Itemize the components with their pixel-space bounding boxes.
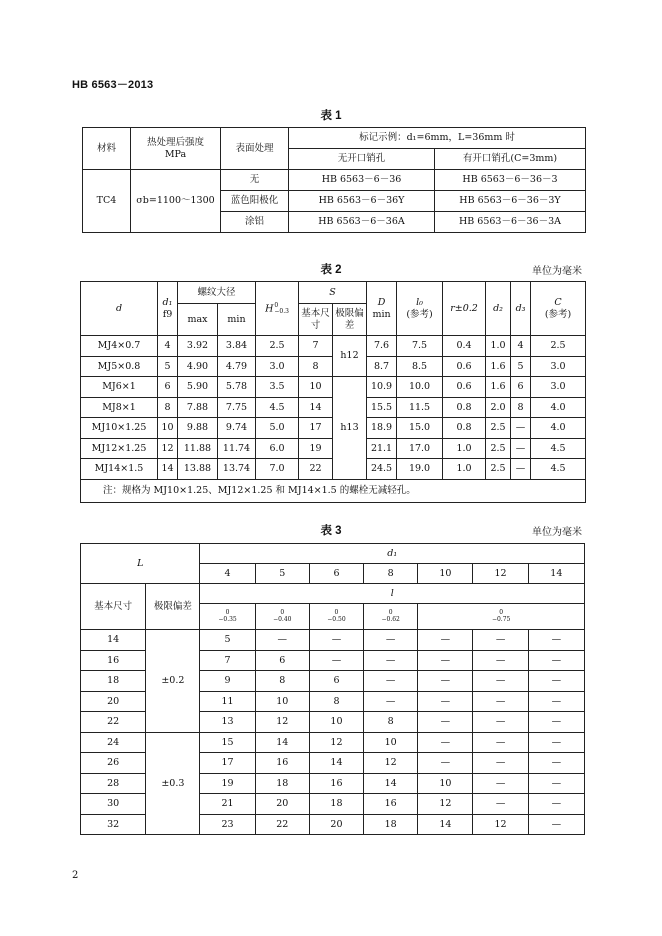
table2-cell-d: MJ10×1.25: [81, 418, 158, 439]
table2-h-min: min: [218, 304, 256, 336]
table2-h-d3: d₃: [511, 282, 531, 336]
table3-cell-l: 17: [200, 753, 255, 774]
table1-h-strength-unit: MPa: [164, 148, 187, 160]
table2-h-d1: [158, 282, 178, 336]
table1-h-strength: [131, 128, 221, 170]
table3-cell-l: 10: [309, 712, 363, 733]
table3-cell-l: —: [528, 691, 584, 712]
table2-cell-r: 0.6: [443, 356, 486, 377]
table3-tol-lower: −0.50: [327, 615, 346, 623]
table3-unit: 单位为毫米: [532, 527, 582, 538]
table1-material: TC4: [83, 170, 131, 233]
table3-cell-l: 6: [255, 650, 309, 671]
table2-cell-S: 19: [299, 438, 333, 459]
table2-cell-S: 10: [299, 377, 333, 398]
table2-h-S-basic: 基本尺寸: [299, 304, 333, 336]
table2-cell-D: 10.9: [367, 377, 397, 398]
table3-cell-l: —: [309, 630, 363, 651]
table3-cell-l: —: [364, 650, 418, 671]
page-number: 2: [72, 870, 79, 881]
table1-h-no-hole: 无开口销孔: [289, 149, 435, 170]
table3-cell-L: 32: [81, 814, 146, 835]
table2-h-l0-sym: l₀: [416, 297, 423, 309]
table3-h-l: l: [200, 584, 585, 604]
table2-cell-r: 0.6: [443, 377, 486, 398]
table3-cell-l: —: [418, 671, 473, 692]
table3-h-basic: 基本尺寸: [81, 584, 146, 630]
table3-cell-l: 18: [364, 814, 418, 835]
table2-cell-C: 3.0: [531, 356, 586, 377]
table3-cell-l: —: [418, 753, 473, 774]
table3-h-L: L: [81, 544, 200, 584]
table3-cell-l: —: [255, 630, 309, 651]
table2-cell-S: 7: [299, 336, 333, 357]
table3-cell-l: —: [473, 691, 528, 712]
table2-cell-d1: 12: [158, 438, 178, 459]
table2-cell-H: 3.0: [256, 356, 299, 377]
document-header: HB 6563－2013: [72, 79, 154, 91]
table3-cell-l: —: [528, 753, 584, 774]
table2-cell-d: MJ12×1.25: [81, 438, 158, 459]
table2-cell-d1: 6: [158, 377, 178, 398]
table2-cell-min: 4.79: [218, 356, 256, 377]
table2-cell-D: 18.9: [367, 418, 397, 439]
table3-caption: 表 3: [320, 525, 342, 537]
table1-h-with-hole: 有开口销孔(C=3mm): [435, 149, 586, 170]
table2-cell-d: MJ8×1: [81, 397, 158, 418]
table2-cell-D: 15.5: [367, 397, 397, 418]
table2-cell-d2: 1.6: [486, 356, 511, 377]
table2-h-l0: [397, 282, 443, 336]
table2-cell-min: 11.74: [218, 438, 256, 459]
table3-cell-L: 24: [81, 732, 146, 753]
table3-tol-lower: −0.35: [218, 615, 237, 623]
table3-cell-l: 23: [200, 814, 255, 835]
table3-tolerance: [364, 604, 418, 630]
table3-cell-l: —: [528, 630, 584, 651]
table2-cell-S: 17: [299, 418, 333, 439]
table2-cell-max: 7.88: [178, 397, 218, 418]
table2-h-H-upper: 0: [274, 301, 279, 309]
table2-h-d1-tol: f9: [162, 308, 173, 320]
table2-cell-l0: 10.0: [397, 377, 443, 398]
table1-no-hole: HB 6563－6－36A: [289, 212, 435, 233]
table2-cell-C: 4.5: [531, 459, 586, 480]
table2-row: [81, 377, 586, 398]
table3-cell-l: —: [364, 671, 418, 692]
table3-cell-l: —: [528, 732, 584, 753]
table3-cell-l: —: [473, 630, 528, 651]
table1-no-hole: HB 6563－6－36: [289, 170, 435, 191]
table2-cell-d2: 2.5: [486, 418, 511, 439]
table2-h-H-sym: H: [265, 303, 274, 314]
table1-surface: 蓝色阳极化: [221, 191, 289, 212]
table3: [80, 543, 585, 835]
table2-cell-max: 11.88: [178, 438, 218, 459]
table3-tol-upper: 0: [334, 608, 339, 616]
table3-cell-l: 12: [364, 753, 418, 774]
table2-cell-r: 0.8: [443, 397, 486, 418]
table3-cell-l: 18: [309, 794, 363, 815]
table3-cell-l: 20: [255, 794, 309, 815]
table2-cell-H: 7.0: [256, 459, 299, 480]
table3-cell-l: 10: [255, 691, 309, 712]
table2-cell-r: 0.8: [443, 418, 486, 439]
table3-d1-value: 14: [528, 564, 584, 584]
table3-cell-l: —: [418, 650, 473, 671]
table3-cell-l: 16: [364, 794, 418, 815]
table2-tol-h12: h12: [333, 336, 367, 377]
table2-h-H-lower: −0.3: [274, 307, 289, 315]
table2-cell-min: 13.74: [218, 459, 256, 480]
table2-h-C-sym: C: [554, 297, 562, 309]
table3-cell-l: —: [364, 630, 418, 651]
table2-h-r: r±0.2: [443, 282, 486, 336]
table2-cell-max: 9.88: [178, 418, 218, 439]
table3-cell-L: 26: [81, 753, 146, 774]
table3-row: [81, 732, 585, 753]
table1-surface: 无: [221, 170, 289, 191]
table3-cell-l: —: [528, 671, 584, 692]
table3-cell-l: 20: [309, 814, 363, 835]
table3-cell-l: 21: [200, 794, 255, 815]
table2-cell-D: 24.5: [367, 459, 397, 480]
table3-cell-L: 16: [81, 650, 146, 671]
table2-cell-d3: 4: [511, 336, 531, 357]
table3-cell-l: 14: [255, 732, 309, 753]
table3-cell-l: 12: [255, 712, 309, 733]
table3-limit-group2: ±0.3: [146, 732, 200, 835]
table2-cell-d: MJ4×0.7: [81, 336, 158, 357]
table3-cell-l: —: [528, 794, 584, 815]
table2-cell-d1: 10: [158, 418, 178, 439]
table2-cell-l0: 11.5: [397, 397, 443, 418]
table2-cell-d3: —: [511, 459, 531, 480]
table2-h-D-min: min: [372, 308, 391, 320]
table3-cell-l: 16: [309, 773, 363, 794]
table3-cell-l: —: [528, 650, 584, 671]
table3-d1-value: 10: [418, 564, 473, 584]
table2: [80, 281, 586, 503]
table3-cell-l: 22: [255, 814, 309, 835]
table3-cell-l: —: [364, 691, 418, 712]
table2-cell-d3: 5: [511, 356, 531, 377]
table3-h-limit: 极限偏差: [146, 584, 200, 630]
table2-cell-d2: 2.0: [486, 397, 511, 418]
table2-cell-d3: —: [511, 418, 531, 439]
table3-cell-l: 15: [200, 732, 255, 753]
table2-cell-D: 8.7: [367, 356, 397, 377]
table3-d1-value: 4: [200, 564, 255, 584]
table2-cell-max: 5.90: [178, 377, 218, 398]
table2-cell-d3: 8: [511, 397, 531, 418]
table2-cell-max: 3.92: [178, 336, 218, 357]
table3-tolerance: [418, 604, 585, 630]
table1-h-strength-text: 热处理后强度: [146, 137, 204, 149]
table2-cell-S: 14: [299, 397, 333, 418]
table3-cell-L: 14: [81, 630, 146, 651]
table3-d1-value: 12: [473, 564, 528, 584]
table2-cell-l0: 15.0: [397, 418, 443, 439]
table2-cell-S: 8: [299, 356, 333, 377]
table3-cell-L: 30: [81, 794, 146, 815]
table1-with-hole: HB 6563－6－36－3Y: [435, 191, 586, 212]
table2-cell-d1: 14: [158, 459, 178, 480]
table2-cell-r: 0.4: [443, 336, 486, 357]
table3-cell-l: —: [418, 691, 473, 712]
table2-cell-C: 3.0: [531, 377, 586, 398]
table3-tol-upper: 0: [225, 608, 230, 616]
table2-cell-min: 3.84: [218, 336, 256, 357]
table2-h-thread-dia: 螺纹大径: [178, 282, 256, 304]
table2-cell-max: 4.90: [178, 356, 218, 377]
table3-d1-value: 6: [309, 564, 363, 584]
table2-h-l0-ref: (参考): [406, 308, 433, 320]
table2-cell-H: 2.5: [256, 336, 299, 357]
table3-row: [81, 630, 585, 651]
table3-cell-l: 19: [200, 773, 255, 794]
table2-cell-d2: 2.5: [486, 459, 511, 480]
table2-cell-d1: 4: [158, 336, 178, 357]
table3-cell-l: 14: [418, 814, 473, 835]
table2-h-C-ref: (参考): [544, 308, 572, 320]
table2-cell-d2: 1.0: [486, 336, 511, 357]
table2-cell-r: 1.0: [443, 438, 486, 459]
table1-with-hole: HB 6563－6－36－3A: [435, 212, 586, 233]
table2-cell-D: 7.6: [367, 336, 397, 357]
table3-d1-value: 5: [255, 564, 309, 584]
table1-with-hole: HB 6563－6－36－3: [435, 170, 586, 191]
table2-unit: 单位为毫米: [532, 266, 582, 277]
table3-cell-l: 5: [200, 630, 255, 651]
table3-d1-value: 8: [364, 564, 418, 584]
table3-tolerance: [200, 604, 255, 630]
table3-cell-l: 12: [309, 732, 363, 753]
table3-cell-l: 7: [200, 650, 255, 671]
table2-cell-C: 4.0: [531, 397, 586, 418]
table2-cell-d: MJ6×1: [81, 377, 158, 398]
table3-cell-l: —: [473, 794, 528, 815]
table3-cell-l: 10: [418, 773, 473, 794]
table1-h-mark-example: 标记示例：d₁=6mm，L=36mm 时: [289, 128, 586, 149]
table3-tolerance: [309, 604, 363, 630]
table3-cell-l: —: [309, 650, 363, 671]
table3-cell-l: —: [528, 814, 584, 835]
table2-cell-min: 7.75: [218, 397, 256, 418]
table2-cell-d1: 8: [158, 397, 178, 418]
table3-cell-l: —: [473, 671, 528, 692]
table2-caption: 表 2: [320, 264, 342, 276]
table3-cell-l: 6: [309, 671, 363, 692]
table2-cell-l0: 8.5: [397, 356, 443, 377]
table2-h-d: d: [81, 282, 158, 336]
table2-cell-d3: 6: [511, 377, 531, 398]
table3-tol-upper: 0: [280, 608, 285, 616]
table2-tol-h13: h13: [333, 377, 367, 480]
table2-cell-H: 6.0: [256, 438, 299, 459]
table3-cell-l: 14: [364, 773, 418, 794]
table3-tolerance: [255, 604, 309, 630]
table2-cell-l0: 19.0: [397, 459, 443, 480]
table3-tol-lower: −0.40: [273, 615, 292, 623]
table3-cell-l: —: [473, 712, 528, 733]
table2-cell-d1: 5: [158, 356, 178, 377]
table1-surface: 涂铝: [221, 212, 289, 233]
table2-h-d1-sym: d₁: [162, 297, 173, 309]
table3-limit-group1: ±0.2: [146, 630, 200, 733]
table3-cell-L: 22: [81, 712, 146, 733]
table2-cell-d2: 1.6: [486, 377, 511, 398]
table2-cell-D: 21.1: [367, 438, 397, 459]
table3-cell-l: 13: [200, 712, 255, 733]
table2-cell-H: 3.5: [256, 377, 299, 398]
table2-cell-C: 2.5: [531, 336, 586, 357]
table3-cell-l: 8: [255, 671, 309, 692]
table3-cell-l: —: [528, 712, 584, 733]
table3-tol-lower: −0.75: [491, 615, 511, 623]
table3-cell-L: 20: [81, 691, 146, 712]
table3-h-d1: d₁: [200, 544, 585, 564]
table2-row: [81, 336, 586, 357]
table3-cell-l: —: [418, 630, 473, 651]
table2-cell-H: 4.5: [256, 397, 299, 418]
table3-cell-l: —: [473, 753, 528, 774]
table2-h-d2: d₂: [486, 282, 511, 336]
table2-cell-H: 5.0: [256, 418, 299, 439]
table3-cell-l: 11: [200, 691, 255, 712]
table2-cell-min: 9.74: [218, 418, 256, 439]
table2-h-max: max: [178, 304, 218, 336]
table2-h-H: [256, 282, 299, 336]
table3-cell-L: 28: [81, 773, 146, 794]
table3-cell-l: —: [473, 773, 528, 794]
table3-cell-l: —: [418, 712, 473, 733]
table1: [82, 127, 586, 233]
table2-cell-r: 1.0: [443, 459, 486, 480]
table2-cell-d: MJ5×0.8: [81, 356, 158, 377]
table3-tol-upper: 0: [388, 608, 393, 616]
table3-cell-L: 18: [81, 671, 146, 692]
table2-cell-d: MJ14×1.5: [81, 459, 158, 480]
table3-cell-l: 12: [418, 794, 473, 815]
table2-cell-max: 13.88: [178, 459, 218, 480]
table2-h-C: [531, 282, 586, 336]
table3-cell-l: 9: [200, 671, 255, 692]
table2-h-D: [367, 282, 397, 336]
table1-h-surface: 表面处理: [221, 128, 289, 170]
table3-cell-l: —: [418, 732, 473, 753]
table3-cell-l: —: [473, 732, 528, 753]
table3-cell-l: 12: [473, 814, 528, 835]
table3-tol-lower: −0.62: [381, 615, 400, 623]
table1-no-hole: HB 6563－6－36Y: [289, 191, 435, 212]
table1-caption: 表 1: [320, 110, 342, 122]
table1-h-material: 材料: [83, 128, 131, 170]
table2-cell-d2: 2.5: [486, 438, 511, 459]
table2-cell-C: 4.0: [531, 418, 586, 439]
table2-cell-C: 4.5: [531, 438, 586, 459]
table3-cell-l: 14: [309, 753, 363, 774]
table3-cell-l: 18: [255, 773, 309, 794]
table2-h-D-sym: D: [377, 297, 386, 309]
table2-cell-l0: 17.0: [397, 438, 443, 459]
table3-tol-upper: 0: [499, 608, 504, 616]
table2-cell-S: 22: [299, 459, 333, 480]
table2-cell-d3: —: [511, 438, 531, 459]
table1-strength: σb=1100～1300: [131, 170, 221, 233]
table3-cell-l: 10: [364, 732, 418, 753]
table3-cell-l: —: [473, 650, 528, 671]
table2-h-S: S: [299, 282, 367, 304]
table3-cell-l: 8: [364, 712, 418, 733]
table3-cell-l: 8: [309, 691, 363, 712]
table2-h-S-limit: 极限偏差: [333, 304, 367, 336]
table3-cell-l: 16: [255, 753, 309, 774]
table2-cell-l0: 7.5: [397, 336, 443, 357]
table2-cell-min: 5.78: [218, 377, 256, 398]
table3-cell-l: —: [528, 773, 584, 794]
table2-note: 注：规格为 MJ10×1.25、MJ12×1.25 和 MJ14×1.5 的螺栓无减轻孔。: [81, 479, 586, 502]
